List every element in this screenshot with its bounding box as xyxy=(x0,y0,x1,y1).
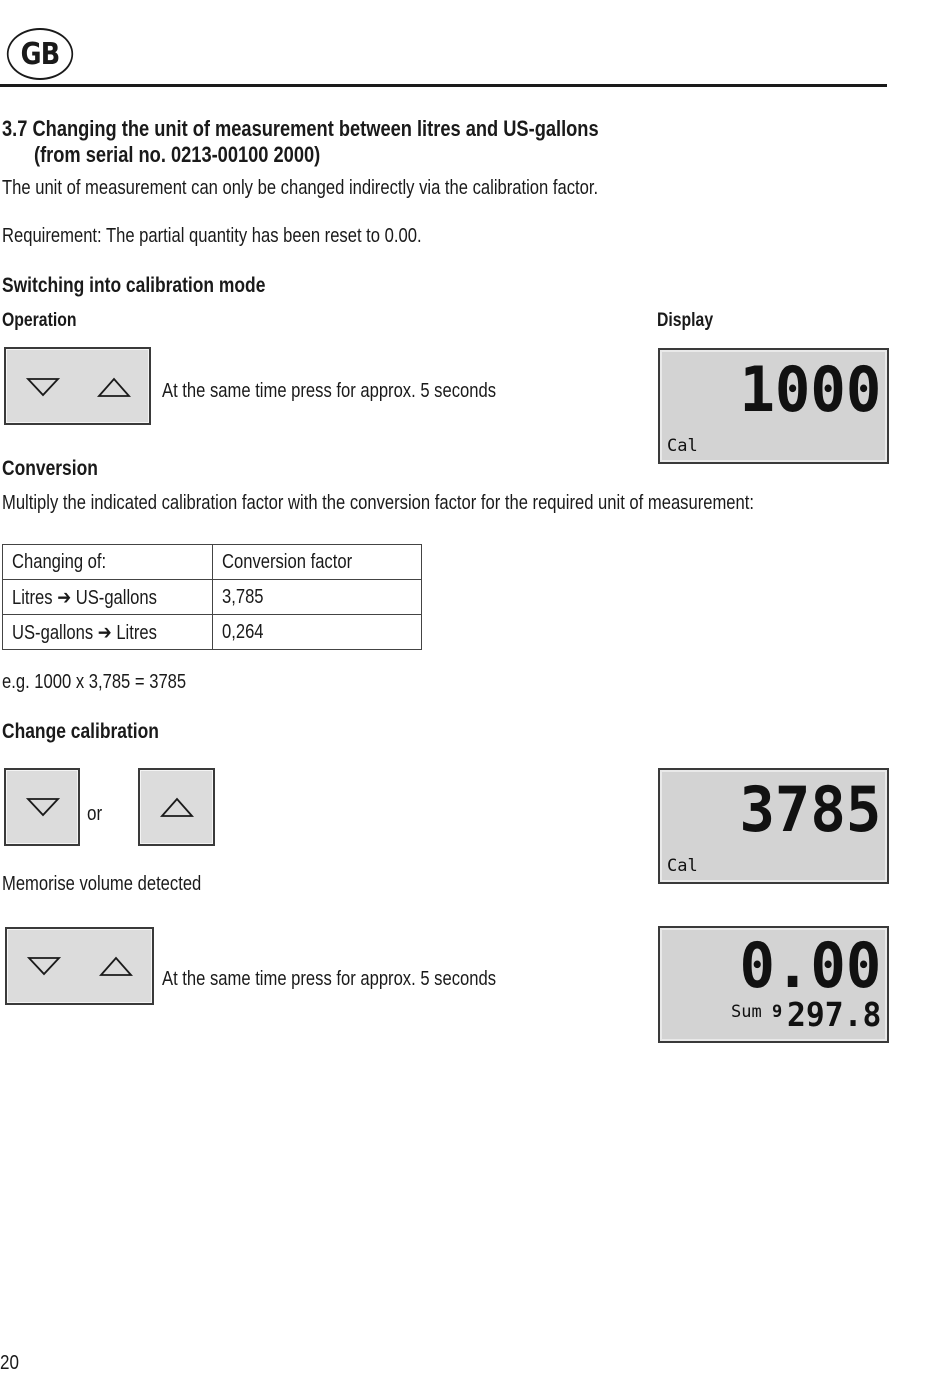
memorise-instruction: At the same time press for approx. 5 seconds xyxy=(162,968,497,990)
sum-label: Sum 9 xyxy=(731,1002,783,1022)
table-cell: Litres ➔ US-gallons xyxy=(3,580,213,615)
section-subtitle: (from serial no. 0213-00100 2000) xyxy=(34,142,321,167)
table-cell: 0,264 xyxy=(213,615,422,650)
lcd-display-cal-3785 xyxy=(658,768,889,884)
up-key[interactable] xyxy=(138,768,215,846)
display-mode-label: Cal xyxy=(667,856,698,876)
table-cell: 3,785 xyxy=(213,580,422,615)
switching-instruction: At the same time press for approx. 5 seconds xyxy=(162,380,497,402)
memorise-text: Memorise volume detected xyxy=(2,873,202,895)
intro-text: The unit of measurement can only be changed indirectly via the calibration factor. xyxy=(2,177,599,199)
section-number: 3.7 xyxy=(2,116,28,141)
down-arrow-icon xyxy=(28,379,58,395)
conversion-heading: Conversion xyxy=(2,457,98,480)
table-row xyxy=(3,580,422,615)
down-arrow-icon xyxy=(28,799,58,815)
table-header-cell: Conversion factor xyxy=(213,545,422,580)
switching-heading: Switching into calibration mode xyxy=(2,274,266,297)
up-arrow-icon xyxy=(162,799,192,816)
section-title-line1: Changing the unit of measurement between litres and US-gallons xyxy=(32,116,599,141)
conversion-table xyxy=(2,544,422,650)
section-title xyxy=(2,116,721,142)
sum-value: 297.8 xyxy=(786,994,881,1034)
or-label: or xyxy=(87,803,103,825)
lcd-display-sum xyxy=(658,926,889,1043)
language-badge: GB xyxy=(7,28,73,80)
table-cell: US-gallons ➔ Litres xyxy=(3,615,213,650)
operation-column-header: Operation xyxy=(2,310,77,331)
display-value: 0.00 xyxy=(739,928,881,1002)
header-rule xyxy=(0,84,887,87)
display-column-header: Display xyxy=(657,310,714,331)
conversion-text: Multiply the indicated calibration factor with the conversion factor for the required unit of measurement: xyxy=(2,492,754,514)
keypad-icons xyxy=(7,929,152,1003)
page-number: 20 xyxy=(0,1352,19,1374)
table-header-cell: Changing of: xyxy=(3,545,213,580)
table-header-row xyxy=(3,545,422,580)
keypad-icons xyxy=(6,349,149,423)
display-value: 1000 xyxy=(739,352,881,426)
requirement-text: Requirement: The partial quantity has been reset to 0.00. xyxy=(2,225,422,247)
display-value: 3785 xyxy=(739,772,881,846)
example-text: e.g. 1000 x 3,785 = 3785 xyxy=(2,671,187,693)
display-mode-label: Cal xyxy=(667,436,698,456)
down-key[interactable] xyxy=(4,768,80,846)
up-arrow-icon xyxy=(99,379,129,396)
table-row xyxy=(3,615,422,650)
change-calibration-heading: Change calibration xyxy=(2,720,159,743)
up-arrow-icon xyxy=(101,958,131,975)
down-arrow-icon xyxy=(29,958,59,974)
lcd-display-cal-1000 xyxy=(658,348,889,464)
down-up-keypad[interactable] xyxy=(5,927,154,1005)
down-up-keypad[interactable] xyxy=(4,347,151,425)
